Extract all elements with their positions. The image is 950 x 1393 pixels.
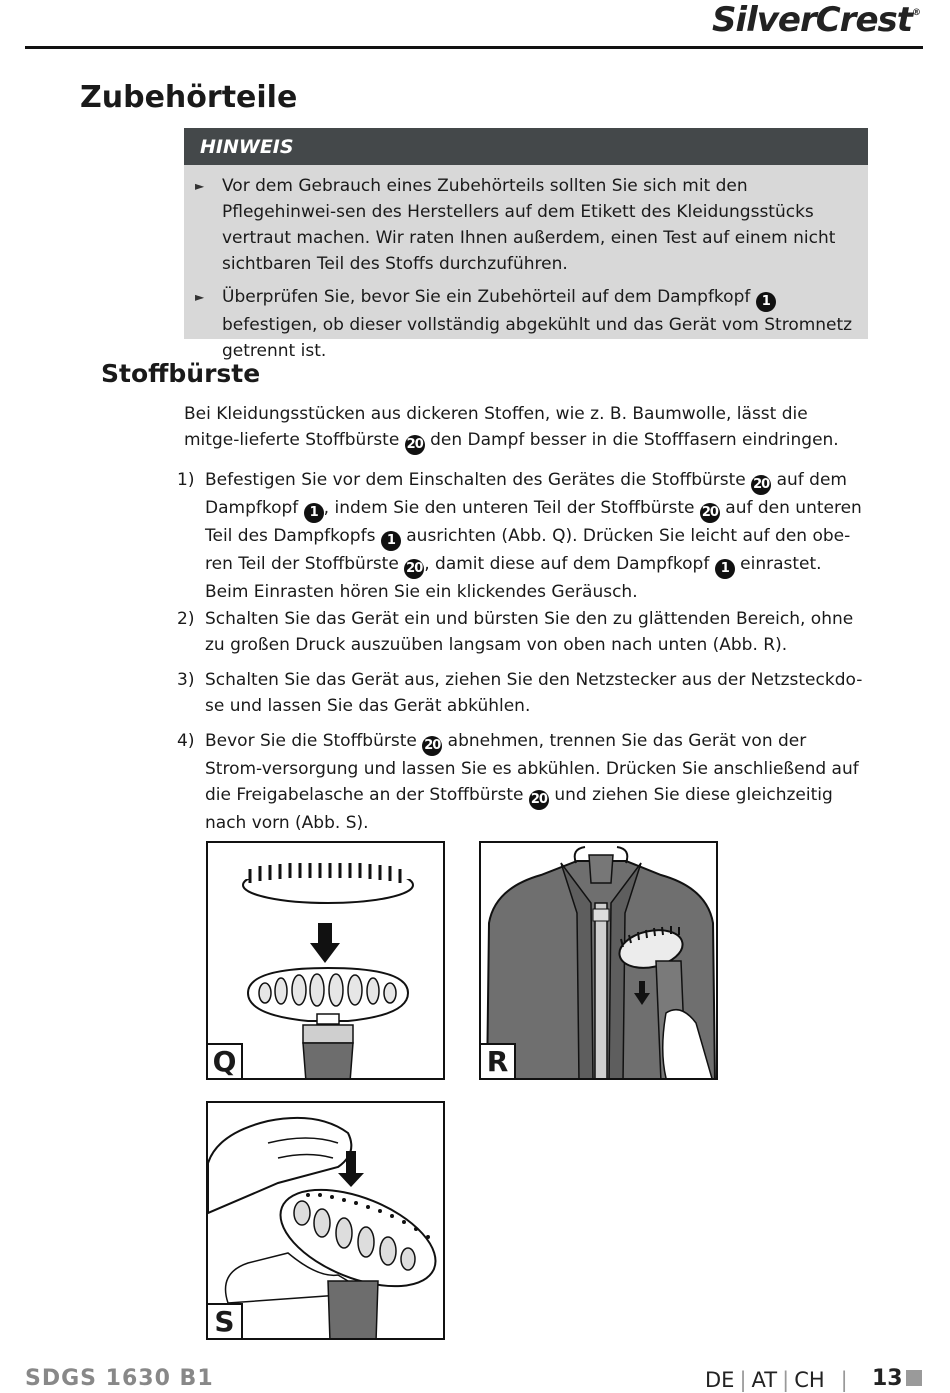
page-marker-square [906,1370,922,1386]
note-heading: HINWEIS [184,128,868,165]
ref-badge-20: 20 [751,475,771,495]
step-2: 2) Schalten Sie das Gerät ein und bürsten Sie den zu glättenden Bereich, ohne zu großen Druck auszuüben langsam von oben nach unten (Abb. R). [177,609,854,655]
ref-badge-1: 1 [381,531,401,551]
page-number: 13 [872,1366,903,1391]
header-rule [25,46,923,49]
section-title: Zubehörteile [80,80,298,115]
step-4: 4) Bevor Sie die Stoffbürste 20 abnehmen, trennen Sie das Gerät von der Strom-versorgung und lassen Sie es abkühlen. Drücken Sie anschließend auf die Freigabelasche an der Stoffbürste 20 und ziehen Sie diese gleichzeitig nach vorn (Abb. S). [177,731,859,833]
figure-s [206,1101,445,1340]
brush-removal-illustration [208,1103,445,1340]
note-box [184,128,868,361]
figure-r [479,841,718,1080]
ref-badge-20: 20 [404,559,424,579]
note-item: ► Vor dem Gebrauch eines Zubehörteils sollten Sie sich mit den Pflegehinwei-sen des Herstellers auf dem Etikett des Kleidungsstücks vertraut machen. Wir raten Ihnen außerdem, einen Test auf einem nicht sichtbaren Teil des Stoffs durchzuführen. [222,173,862,277]
ref-badge-1: 1 [715,559,735,579]
brush-attach-illustration [208,843,445,1080]
step-3: 3) Schalten Sie das Gerät aus, ziehen Sie den Netzstecker aus der Netzsteckdo-se und lassen Sie das Gerät abkühlen. [177,670,863,716]
ref-badge-20: 20 [405,435,425,455]
garment-steaming-illustration [481,843,718,1080]
footer-languages: DE | AT | CH | [705,1368,848,1392]
step-1: 1) Befestigen Sie vor dem Einschalten des Gerätes die Stoffbürste 20 auf dem Dampfkopf 1 , indem Sie den unteren Teil der Stoffbürste 20 auf den unteren Teil des Dampfkopfs 1 ausrichten (Abb. Q). Drücken Sie leicht auf den obe-ren Teil der Stoffbürste 20 , damit diese auf dem Dampfkopf 1 einrastet. Beim Einrasten hören Sie ein klickendes Geräusch. [177,470,862,602]
intro-paragraph: Bei Kleidungsstücken aus dickeren Stoffen, wie z. B. Baumwolle, lässt die mitge-lieferte Stoffbürste 20 den Dampf besser in die Stofffasern eindringen. [184,401,864,455]
note-item: ► Überprüfen Sie, bevor Sie ein Zubehörteil auf dem Dampfkopf 1 befestigen, ob dieser vollständig abgekühlt und das Gerät vom Stromnetz getrennt ist. [222,284,862,364]
ref-badge-20: 20 [700,503,720,523]
footer-model: SDGS 1630 B1 [25,1366,214,1391]
triangle-bullet-icon: ► [195,179,205,193]
figure-label-r: R [481,1043,516,1078]
ref-badge-20: 20 [529,790,549,810]
brand-logo: SilverCrest® [711,0,920,40]
triangle-bullet-icon: ► [195,290,205,304]
ref-badge-1: 1 [756,292,776,312]
ref-badge-1: 1 [304,503,324,523]
figure-q [206,841,445,1080]
subsection-title: Stoffbürste [101,359,261,388]
ref-badge-20: 20 [422,736,442,756]
figure-label-s: S [208,1303,243,1338]
figure-label-q: Q [208,1043,243,1078]
